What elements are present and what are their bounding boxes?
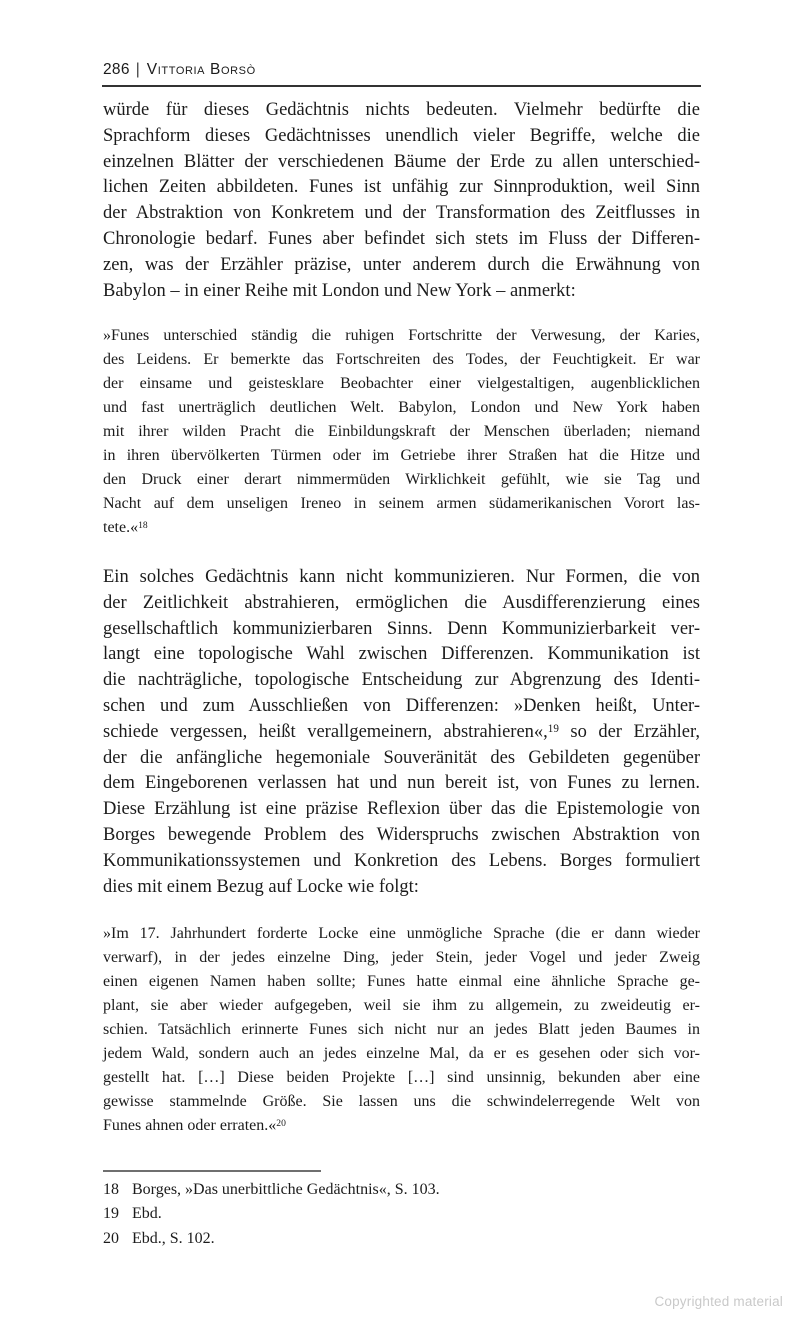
text-line: einen eigenen Namen haben sollte; Funes hatte einmal eine ähnliche Sprache ge- [103, 973, 700, 990]
text-line: »Im 17. Jahrhundert forderte Locke eine unmögliche Sprache (die er dann wieder [103, 925, 700, 942]
text-line: einzelnen Blätter der verschiedenen Bäume der Erde zu allen unterschied- [103, 151, 700, 172]
footnote-18 [103, 1178, 700, 1202]
text-line: Funes ahnen oder erraten.«$^{20}$ [103, 1117, 286, 1134]
paragraph-1 [103, 98, 700, 304]
text-line: Nacht auf dem unseligen Ireneo in seinem armen südamerikanischen Vorort las- [103, 495, 700, 512]
footnote-reference: 19 [547, 722, 559, 735]
text-line: jedem Wald, sondern auch an jedes einzelne Mal, da er es gesehen oder sich vor- [103, 1045, 700, 1062]
text-line: Ein solches Gedächtnis kann nicht kommunizieren. Nur Formen, die von [103, 567, 700, 587]
footnote-text: Ebd., S. 102. [132, 1229, 215, 1247]
text-line: und fast unerträglich deutlichen Welt. Babylon, London und New York haben [103, 399, 700, 416]
text-line: schen und zum Ausschließen von Differenzen: »Denken heißt, Unter- [103, 695, 700, 716]
text-line: der einsame und geistesklare Beobachter einer vielgestaltigen, augenblicklichen [103, 375, 700, 392]
text-line: Diese Erzählung ist eine präzise Reflexion über das die Epistemologie von [103, 799, 700, 820]
text-line: lichen Zeiten abbildeten. Funes ist unfähig zur Sinnproduktion, weil Sinn [103, 177, 700, 198]
text-line: dem Eingeborenen verlassen hat und nun bereit ist, von Funes zu lernen. [103, 773, 700, 794]
text-line: schiede vergessen, heißt verallgemeinern, abstrahieren«,$^{19}$ so der Erzähler, [103, 721, 700, 742]
block-quote-1 [103, 324, 700, 540]
footnote-text: Ebd. [132, 1205, 162, 1223]
text-line: dies mit einem Bezug auf Locke wie folgt: [103, 876, 419, 897]
text-line: den Druck einer derart nimmermüden Wirklichkeit gefühlt, wie sie Tag und [103, 471, 700, 488]
text-line: gestellt hat. […] Diese beiden Projekte […] sind unsinnig, bekunden aber eine [103, 1069, 700, 1086]
footnote-number: 20 [103, 1229, 119, 1247]
footnote-reference: 18 [138, 519, 148, 531]
footnote-number: 19 [103, 1205, 119, 1223]
text-line: der die anfängliche hegemoniale Souveränität des Gebildeten gegenüber [103, 747, 700, 768]
footnotes [103, 1178, 700, 1251]
text-line: schien. Tatsächlich erinnerte Funes sich nicht nur an jedes Blatt jeden Baumes in [103, 1021, 700, 1038]
text-line: zen, was der Erzähler präzise, unter anderem durch die Erwähnung von [103, 254, 700, 275]
text-line: mit ihrer wilden Pracht die Einbildungskraft der Menschen überladen; niemand [103, 423, 700, 440]
page-number: 286 [103, 61, 130, 78]
running-header [103, 60, 700, 80]
text-line: Borges bewegende Problem des Widerspruchs zwischen Abstraktion von [103, 824, 700, 845]
header-rule [102, 85, 701, 87]
text-line: gewisse stammelnde Größe. Sie lassen uns die schwindelerregende Welt von [103, 1093, 700, 1110]
text-line: Babylon – in einer Reihe mit London und New York – anmerkt: [103, 280, 576, 301]
text-line: Sprachform dieses Gedächtnisses unendlich vieler Begriffe, welche die [103, 125, 700, 146]
footnote-text: Borges, »Das unerbittliche Gedächtnis«, S. 103. [132, 1181, 440, 1198]
footnote-19 [103, 1202, 700, 1226]
text-line: »Funes unterschied ständig die ruhigen Fortschritte der Verwesung, der Karies, [103, 327, 700, 344]
text-line: plant, sie aber wieder aufgegeben, weil sie ihm zu allgemein, zu zweideutig er- [103, 997, 700, 1014]
text-line: des Leidens. Er bemerkte das Fortschreiten des Todes, der Feuchtigkeit. Er war [103, 351, 700, 368]
text-line: würde für dieses Gedächtnis nichts bedeuten. Vielmehr bedürfte die [103, 100, 700, 120]
copyright-watermark: Copyrighted material [654, 1294, 783, 1309]
text-line: Kommunikationssystemen und Konkretion des Lebens. Borges formuliert [103, 850, 700, 871]
footnote-reference: 20 [276, 1117, 286, 1129]
paragraph-2 [103, 565, 700, 900]
text-line: der Abstraktion von Konkretem und der Transformation des Zeitflusses in [103, 203, 700, 224]
text-line: langt eine topologische Wahl zwischen Differenzen. Kommunikation ist [103, 644, 700, 665]
text-line: verwarf), in der jedes einzelne Ding, jeder Stein, jeder Vogel und jeder Zweig [103, 949, 700, 966]
footnote-rule [103, 1170, 321, 1172]
text-line: Chronologie bedarf. Funes aber befindet sich stets im Fluss der Differen- [103, 228, 700, 249]
block-quote-2 [103, 922, 700, 1138]
text-line: der Zeitlichkeit abstrahieren, ermöglichen die Ausdifferenzierung eines [103, 592, 700, 613]
text-line: gesellschaftlich kommunizierbaren Sinns. Denn Kommunizierbarkeit ver- [103, 618, 700, 639]
footnote-number: 18 [103, 1181, 119, 1198]
footnote-20 [103, 1227, 700, 1251]
header-separator: | [135, 61, 140, 78]
text-line: tete.«$^{18}$ [103, 519, 148, 536]
header-author: Vittoria Borsò [146, 61, 256, 78]
text-line: in ihren übervölkerten Türmen oder im Getriebe ihrer Straßen hat die Hitze und [103, 447, 700, 464]
text-line: die nachträgliche, topologische Entscheidung zur Abgrenzung des Identi- [103, 670, 700, 691]
